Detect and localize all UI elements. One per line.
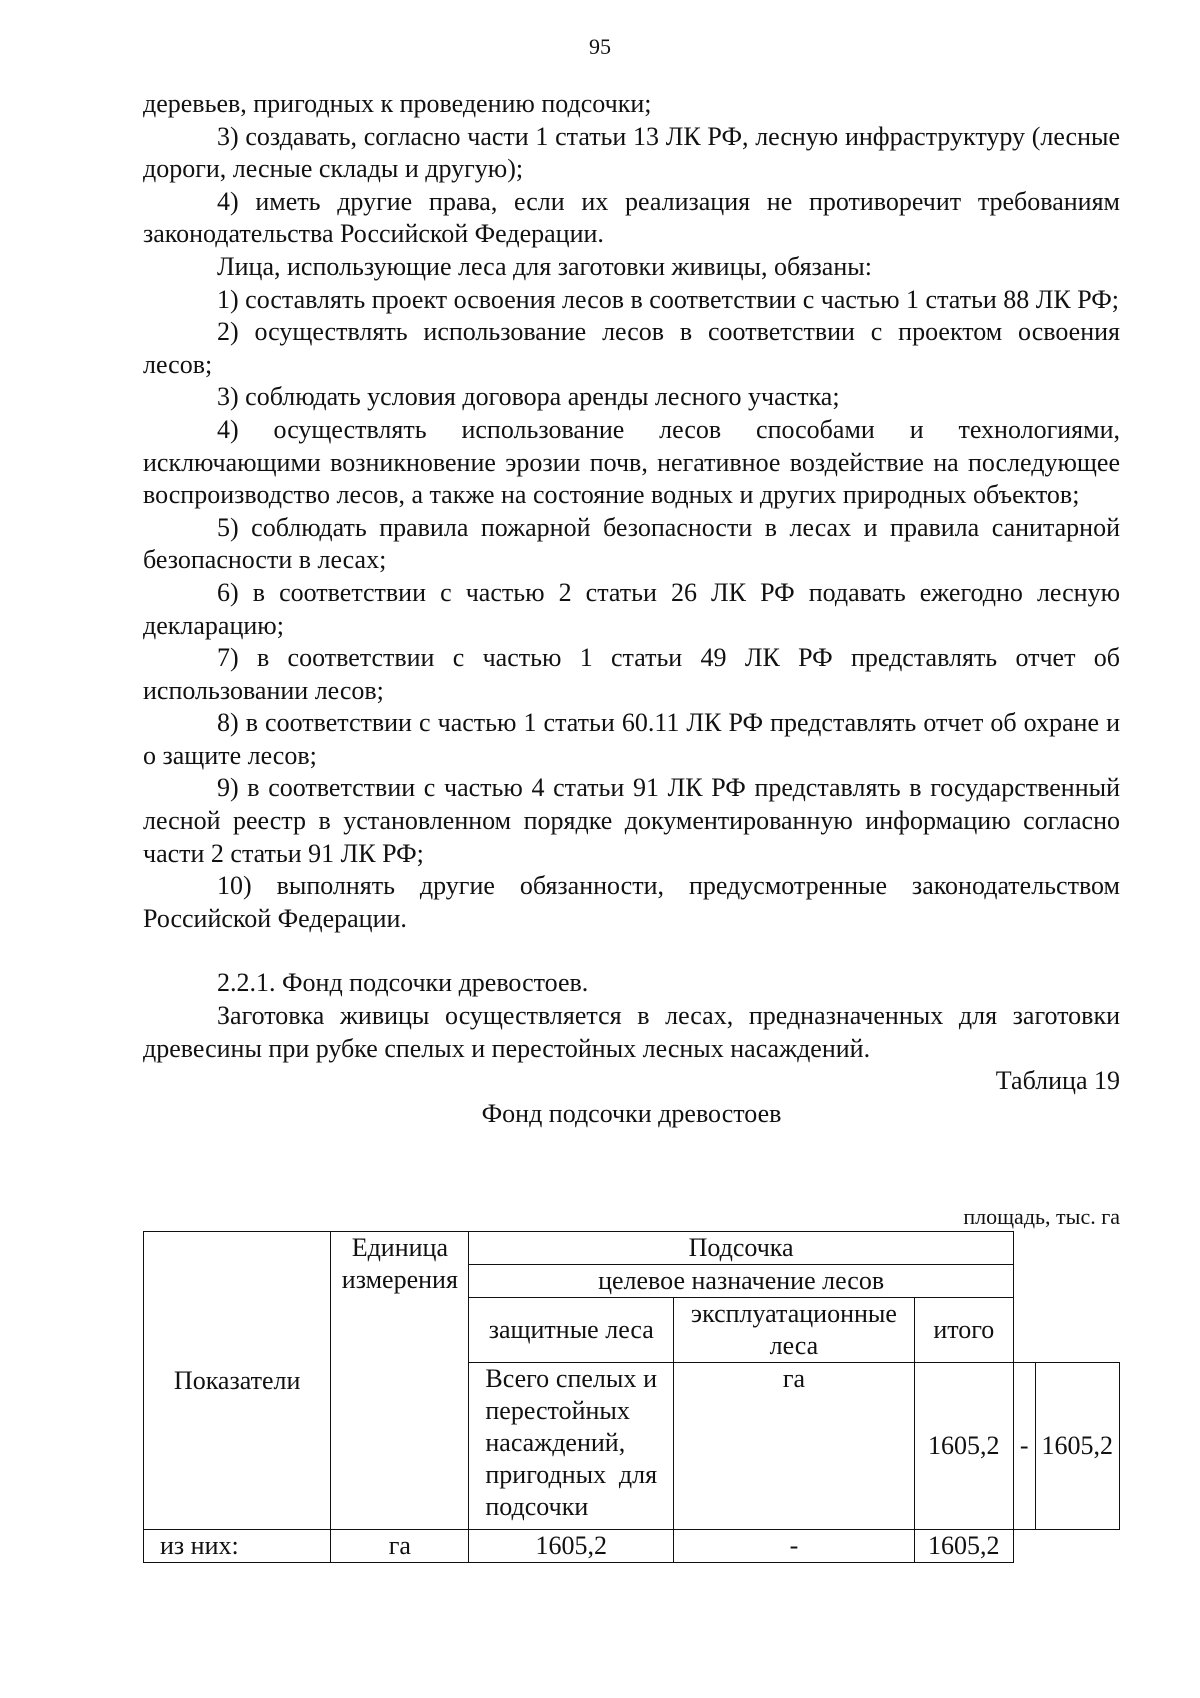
paragraph: 2) осуществлять использование лесов в соответствии с проектом освоения лесов; — [143, 317, 1120, 379]
paragraph: 3) создавать, согласно части 1 статьи 13 ЛК РФ, лесную инфраструктуру (лесные дороги, лесные склады и другую); — [143, 121, 1120, 184]
table-row — [144, 1530, 1120, 1563]
header-tapping: Подсочка — [469, 1232, 1013, 1265]
row-total: 1605,2 — [1035, 1363, 1120, 1530]
table-units-note: площадь, тыс. га — [963, 1204, 1120, 1229]
document-body — [143, 88, 1120, 1130]
header-unit: Единица измерения — [331, 1232, 469, 1530]
paragraph: 7) в соответствии с частью 1 статьи 49 ЛК РФ представлять отчет об использовании лесов; — [143, 643, 1120, 705]
section-heading: 2.2.1. Фонд подсочки древостоев. — [217, 968, 589, 998]
header-indicators: Показатели — [144, 1232, 331, 1530]
paragraph: Заготовка живицы осуществляется в лесах, предназначенных для заготовки древесины при рубке спелых и перестойных лесных насаждений. — [143, 1001, 1120, 1063]
paragraph: 4) осуществлять использование лесов способами и технологиями, исключающими возникновение эрозии почв, негативное воздействие на последующее воспроизводство лесов, а также на состояние водных и других природных объектов; — [143, 414, 1120, 510]
paragraph: 5) соблюдать правила пожарной безопасности в лесах и правила санитарной безопасности в лесах; — [143, 512, 1120, 575]
paragraph: 10) выполнять другие обязанности, предусмотренные законодательством Российской Федерации. — [143, 871, 1120, 933]
row-label: Всего спелых и перестойных насаждений, пригодных для подсочки — [469, 1363, 674, 1530]
paragraph: 9) в соответствии с частью 4 статьи 91 ЛК РФ представлять в государственный лесной реестр в установленном порядке документированную информацию согласно части 2 статьи 91 ЛК РФ; — [143, 773, 1120, 868]
header-total: итого — [914, 1298, 1013, 1363]
table-title: Фонд подсочки древостоев — [481, 1098, 782, 1128]
header-protective: защитные леса — [469, 1298, 674, 1363]
header-purpose: целевое назначение лесов — [469, 1265, 1013, 1298]
row-label: из них: — [144, 1530, 331, 1563]
paragraph: 1) составлять проект освоения лесов в соответствии с частью 1 статьи 88 ЛК РФ; — [217, 284, 1120, 314]
row-unit: га — [331, 1530, 469, 1563]
data-table — [143, 1231, 1120, 1563]
row-protective: 1605,2 — [469, 1530, 674, 1563]
paragraph: 4) иметь другие права, если их реализация не противоречит требованиям законодательства Российской Федерации. — [143, 186, 1120, 249]
row-total: 1605,2 — [914, 1530, 1013, 1563]
table-header-row — [144, 1232, 1120, 1265]
page-number: 95 — [589, 34, 611, 59]
paragraph: 6) в соответствии с частью 2 статьи 26 ЛК РФ подавать ежегодно лесную декларацию; — [143, 577, 1120, 640]
row-protective: 1605,2 — [914, 1363, 1013, 1530]
paragraph: Лица, использующие леса для заготовки живицы, обязаны: — [217, 251, 872, 281]
row-unit: га — [674, 1363, 915, 1530]
header-exploitation: эксплуатационные леса — [674, 1298, 915, 1363]
paragraph: 3) соблюдать условия договора аренды лесного участка; — [217, 382, 840, 412]
paragraph: 8) в соответствии с частью 1 статьи 60.11 ЛК РФ представлять отчет об охране и о защите лесов; — [143, 708, 1120, 770]
spacer — [143, 935, 1120, 967]
paragraph: деревьев, пригодных к проведению подсочки; — [143, 89, 652, 118]
table-number: Таблица 19 — [995, 1066, 1120, 1096]
row-exploitation: - — [674, 1530, 915, 1563]
row-exploitation: - — [1013, 1363, 1035, 1530]
